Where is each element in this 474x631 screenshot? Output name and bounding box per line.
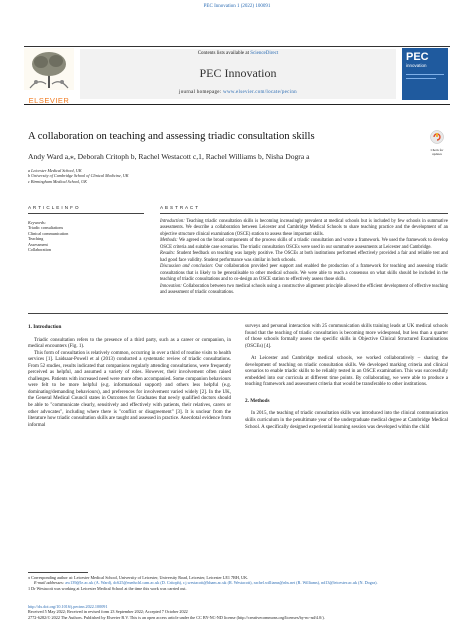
doi-link[interactable]: http://dx.doi.org/10.1016/j.pecinn.2022.100091 <box>28 604 108 609</box>
abstract-bottom-rule <box>28 313 448 314</box>
homepage-prefix: journal homepage: <box>179 89 224 95</box>
author-list: Andy Ward a,⁎, Deborah Critoph b, Rachel Westacott c,1, Rachel Williams b, Nisha Dogra a <box>28 152 310 161</box>
contents-line <box>80 51 396 58</box>
article-title: A collaboration on teaching and assessing triadic consultation skills <box>28 131 315 142</box>
affiliation-a: a Leicester Medical School, UK <box>28 168 82 173</box>
methods-paragraph-1: In 2015, the teaching of triadic consultation skills was introduced into the clinical communication skills curriculum in the penultimate year of the undergraduate medical degree at Cambridge Medical School. A specifically designed experiential learning session was developed within the child <box>245 411 448 430</box>
body-left-column <box>28 324 231 429</box>
journal-header-box <box>80 49 396 99</box>
abstract-discussion: Discussion and conclusion: Our collaboration provided peer support and enabled the production of a framework for teaching and assessing triadic consultations that is likely to be generalisable to other medical schools. We were able to reach a consensus on what skills should be included in the teaching of triadic consultations and to co-design an OSCE station to effectively assess those skills. <box>160 264 448 283</box>
abstract-innovation: Innovation: Collaboration between two medical schools using a constructive alignment principle allowed the efficient development of effective teaching and assessment of triadic consultations. <box>160 283 448 295</box>
header-rule <box>24 104 450 105</box>
license-statement: 2772-6282/© 2022 The Authors. Published by Elsevier B.V. This is an open access article under the CC BY-NC-ND license (http://creativecommons.org/licenses/by-nc-nd/4.0/). <box>28 614 325 620</box>
intro-paragraph-3: surveys and personal interaction with 25 communication skills training leads at UK medical schools found that the teaching of triadic consultation is becoming more widespread, but less than a quarter of those schools formally assess the specific skills in Objective Clinical Structured Examinations (OSCEs) [4]. <box>245 324 448 349</box>
check-updates-label: Check for updates <box>430 148 444 156</box>
affiliation-b: b University of Cambridge School of Clinical Medicine, UK <box>28 173 129 179</box>
journal-reference: PEC Innovation 1 (2022) 100091 <box>203 4 271 9</box>
email-addresses: E-mail addresses: aw139@le.ac.uk (A. Ward), dc625@medschl.cam.ac.uk (D. Critoph), r.j.westacott@bham.ac.uk (R. Westacott), rachel.williams@nhs.net (R. Williams), nd13@leicester.ac.uk (N. Dogra). <box>34 580 378 586</box>
homepage-link[interactable]: www.elsevier.com/locate/pecinn <box>223 89 297 95</box>
sciencedirect-link[interactable]: ScienceDirect <box>250 51 279 56</box>
abstract-heading: A B S T R A C T <box>160 205 199 210</box>
check-updates-icon <box>430 130 444 144</box>
abstract-body <box>160 219 448 296</box>
keyword-item: Teaching <box>28 236 44 242</box>
journal-banner <box>24 46 450 47</box>
affiliation-c: c Birmingham Medical School, UK <box>28 178 87 184</box>
cover-subtitle: innovation <box>406 63 427 68</box>
abstract-methods: Methods: We agreed on the broad components of the process skills of a triadic consultation and wrote a framework. We used the framework to develop OSCE criteria and suitable case scenarios. The triadic consultation OSCEs were used in our summative assessments at Leicester and Cambridge. <box>160 238 448 250</box>
body-right-column <box>245 324 448 431</box>
article-footer <box>28 604 448 620</box>
keyword-item: Collaboration <box>28 247 52 253</box>
journal-cover <box>402 48 448 100</box>
publisher-name: ELSEVIER <box>28 96 70 105</box>
elsevier-logo <box>24 48 74 105</box>
keyword-item: Assessment <box>28 241 48 247</box>
intro-paragraph-2: This form of consultation is relatively common, occurring in over a third of routine visits to health services [1]. Laidsaar-Powell et al (2013) conducted a systematic review of triadic consultations. From 52 studies, results indicated that companions regularly attending consultations, were frequently perceived as helpful, and assumed a variety of roles. However, their involvement often raised challenges. Patients with increased need were more often accompanied. Some companion behaviours were felt to be more helpful (e.g. informational support) and others less helpful (e.g. dominating/demanding behaviours), and preferences for involvement varied widely [2]. In the UK, the General Medical Council states in Outcomes for Graduates that newly qualified doctors should be able to "communicate clearly, sensitively and effectively with patients, their relatives, carers or other advocates", including where there is "conflict or disagreement" [3]. It is unclear from the literature how triadic consultation skills are taught and assessed in practice. Anecdotal evidence from informal <box>28 350 231 428</box>
check-for-updates-badge[interactable] <box>426 130 448 156</box>
received-dates: Received 5 May 2022; Received in revised form 23 September 2022; Accepted 7 October 2022 <box>28 609 188 615</box>
corresponding-author-note: ⁎ Corresponding author at: Leicester Medical School, University of Leicester, University Road, Leicester, Leicester LE1 7RH, UK. <box>28 575 249 580</box>
cover-title: PEC <box>406 51 429 63</box>
article-info-heading: A R T I C L E I N F O <box>28 205 79 210</box>
keywords-block <box>28 220 144 252</box>
abstract-rule <box>160 213 448 214</box>
journal-title: PEC Innovation <box>199 65 277 80</box>
keyword-item: Triadic consultations <box>28 225 64 231</box>
article-info-rule <box>28 213 144 214</box>
intro-paragraph-1: Triadic consultation refers to the presence of a third party, such as a career or companion, in medical encounters (Fig. 1). <box>28 337 231 350</box>
intro-paragraph-4: At Leicester and Cambridge medical schools, we worked collaboratively – sharing the development of teaching on triadic consultation skills. We developed marking criteria and clinical scenarios to enable triadic skills to be reliably tested in an OSCE examination. This was successfully embedded into our curricula at different time points. By collaborating, we were able to produce a teaching framework and assessment criteria that would be transferable to other institutions. <box>245 356 448 388</box>
abstract-results: Results: Student feedback on teaching was largely positive. The OSCEs at both institutions performed effectively provided a fair and reliable test and had good face validity. Student performance was similar in both schools. <box>160 251 448 263</box>
footnotes <box>28 575 448 591</box>
affiliations <box>28 168 328 184</box>
abstract-introduction: Introduction: Teaching triadic consultation skills is becoming increasingly prevalent at medical schools but is included by few schools in summative assessments. We describe a collaboration between Leicester and Cambridge Medical Schools to share teaching practice and the development of an objective structure clinical examination (OSCE) station to assess these important skills. <box>160 219 448 237</box>
section-heading-introduction: 1. Introduction <box>28 324 62 330</box>
keywords-label: Keywords: <box>28 220 46 225</box>
section-heading-methods: 2. Methods <box>245 397 270 404</box>
footnote-rule <box>28 572 88 573</box>
elsevier-tree-icon <box>24 48 74 90</box>
homepage-line <box>80 90 396 97</box>
author-note-1: 1 Dr Westacott was working at Leicester Medical School at the time this work was carried out. <box>28 585 187 591</box>
keyword-item: Clinical communication <box>28 230 69 236</box>
contents-prefix: Contents lists available at <box>197 51 251 56</box>
